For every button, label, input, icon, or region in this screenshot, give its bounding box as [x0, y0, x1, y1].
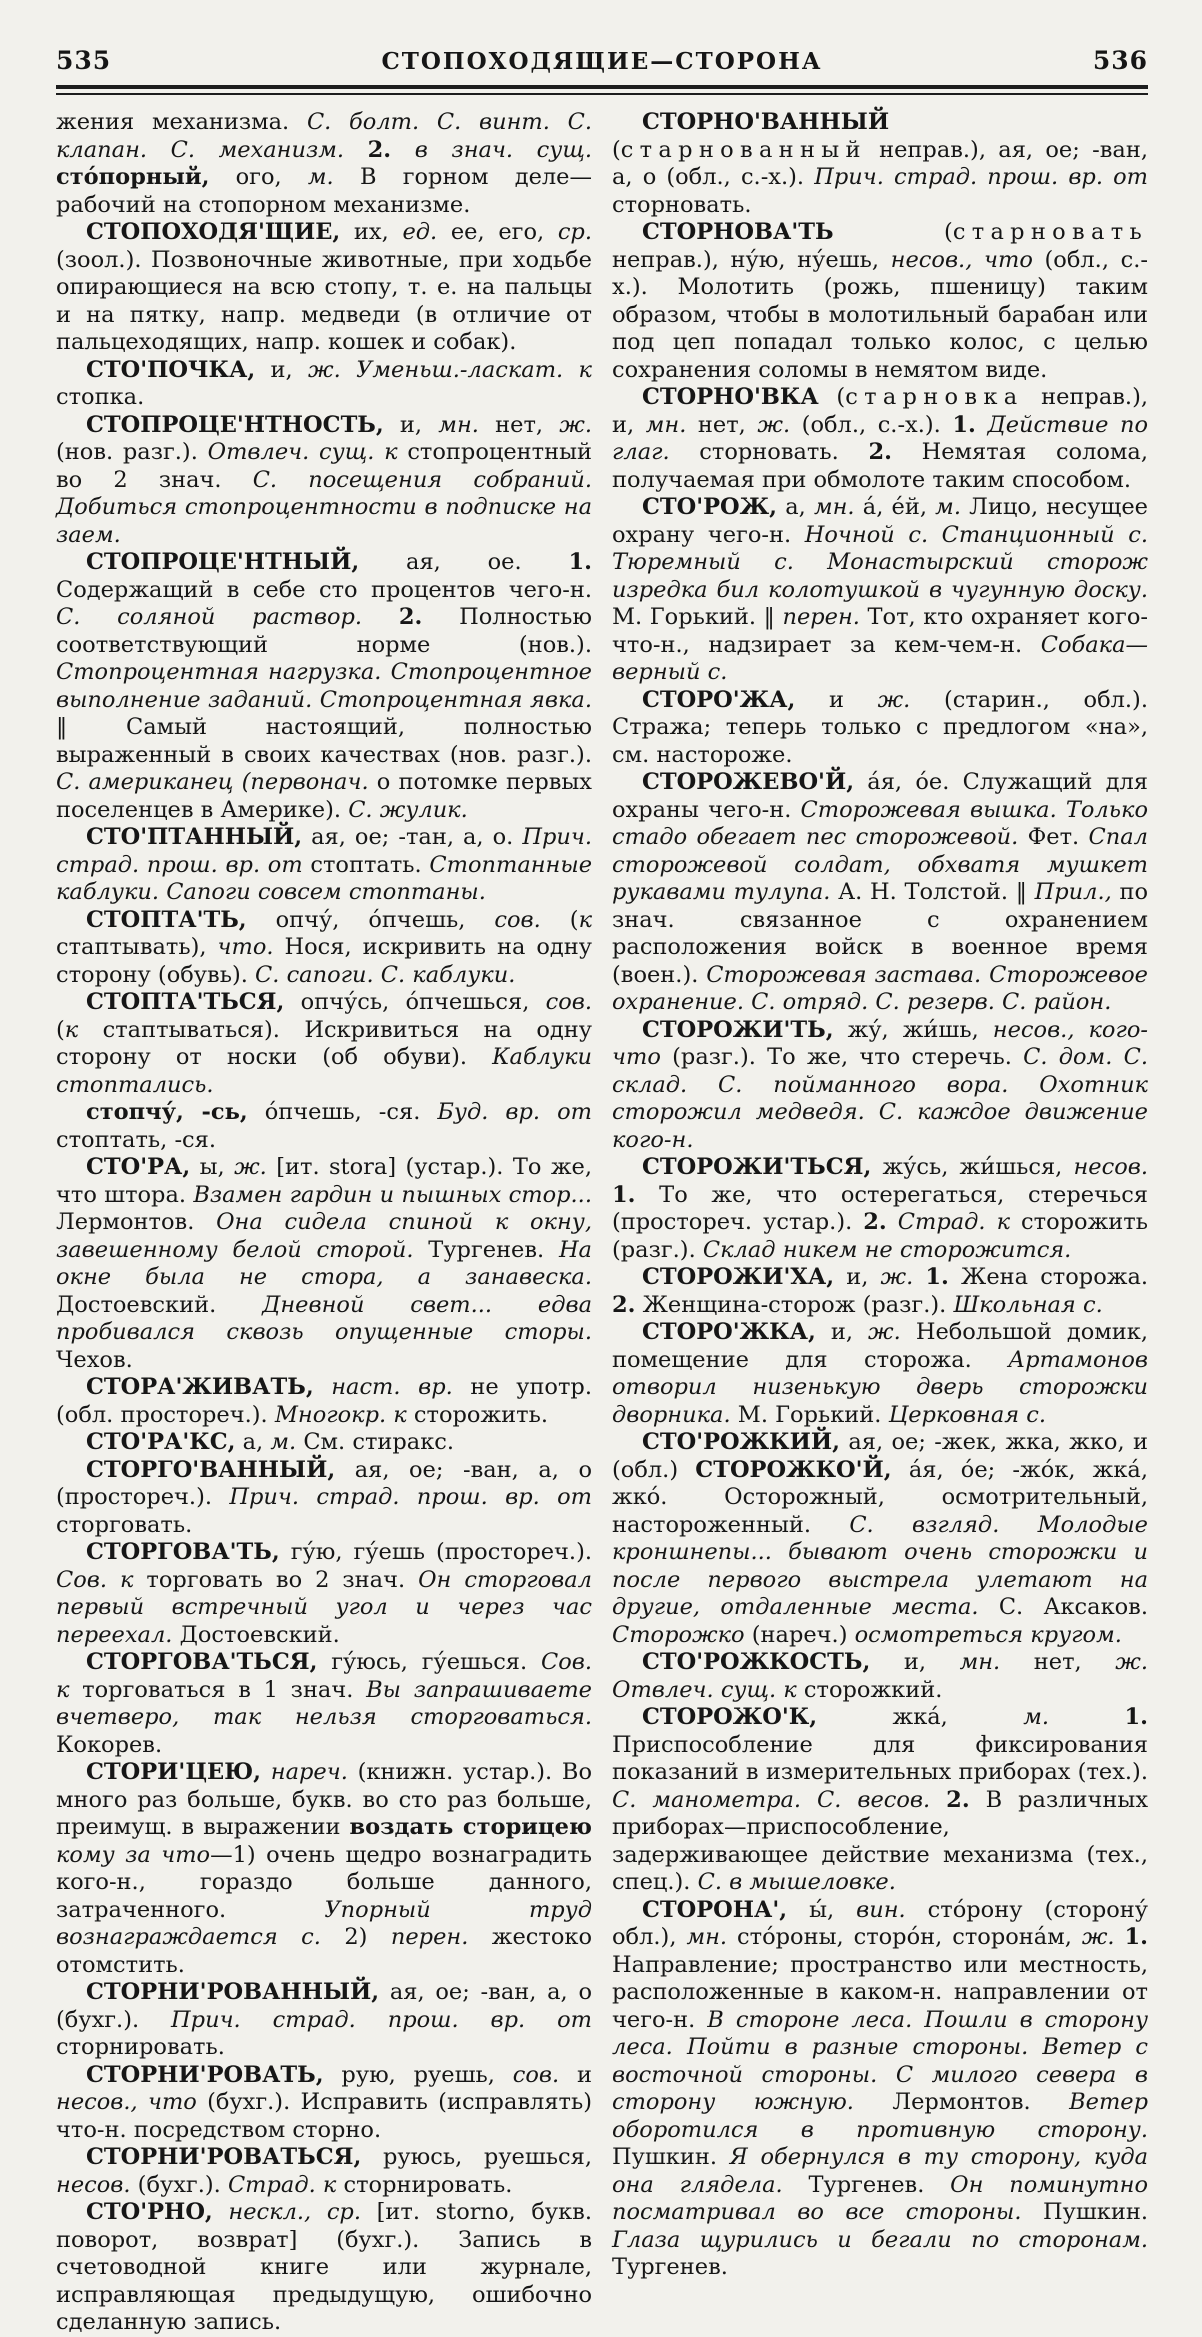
dictionary-entry: СТОРНИ'РОВАТЬ, рую, руешь, сов. и несов., что (бухг.). Исправить (исправлять) что-н. посредством сторно.	[56, 2061, 593, 2143]
dictionary-entry: СТОРГО'ВАННЫЙ, ая, ое; -ван, а, о (простореч.). Прич. страд. прош. вр. от сторговать.	[56, 1456, 592, 1538]
dictionary-entry: жения механизма. С. болт. С. винт. С. клапан. С. механизм. 2. в знач. сущ. сто́порный, ого, м. В горном деле—рабочий на стопорном механизме.	[56, 109, 593, 218]
dictionary-entry: СТОПОХОДЯ'ЩИЕ, их, ед. ее, его, ср. (зоол.). Позвоночные животные, при ходьбе опирающиеся на всю стопу, т. е. на пальцы и на пятку, напр. медведи (в отличие от пальцеходящих, напр. кошек и собак).	[56, 219, 592, 355]
dictionary-entry: СТОРО'ЖКА, и, ж. Небольшой домик, помещение для сторожа. Артамонов отворил низенькую дверь сторожки дворника. М. Горький. Церковная с.	[612, 1319, 1149, 1428]
page-number-right: 536	[1092, 46, 1148, 75]
page-title: СТОПОХОДЯЩИЕ—СТОРОНА	[381, 48, 823, 75]
dictionary-entry: СТОРИ'ЦЕЮ, нареч. (книжн. устар.). Во много раз больше, букв. во сто раз больше, преимущ. в выражении воздать сторицею кому за что—1) очень щедро вознаградить кого-н., гораздо больше данного, затраченного. Упорный труд вознаграждается с. 2) перен. жестоко отомстить.	[56, 1759, 592, 1978]
dictionary-entry: СТОРОЖИ'ТЬСЯ, жу́сь, жи́шься, несов. 1. То же, что остерегаться, стеречься (простореч. устар.). 2. Страд. к сторожить (разг.). Склад никем не сторожится.	[612, 1154, 1148, 1263]
text-columns	[56, 109, 1148, 2337]
dictionary-entry: СТОРГОВА'ТЬ, гу́ю, гу́ешь (простореч.). Сов. к торговать во 2 знач. Он сторговал первый встречный угол и через час переехал. Достоевский.	[56, 1539, 592, 1648]
dictionary-entry: СТО'ПОЧКА, и, ж. Уменьш.-ласкат. к стопка.	[56, 356, 592, 410]
running-head	[56, 48, 1148, 73]
dictionary-entry: СТО'РОЖКОСТЬ, и, мн. нет, ж. Отвлеч. сущ. к сторожкий.	[612, 1649, 1148, 1703]
dictionary-entry: СТОПТА'ТЬСЯ, опчу́сь, о́пчешься, сов. (к стаптываться). Искривиться на одну сторону от носки (об обуви). Каблуки стоптались.	[56, 989, 592, 1098]
dictionary-entry: СТОРНО'ВАННЫЙ (старнованный неправ.), ая, ое; -ван, а, о (обл., с.-х.). Прич. страд. прош. вр. от сторновать.	[612, 109, 1148, 218]
dictionary-entry: стопчу́, -сь, о́пчешь, -ся. Буд. вр. от стоптать, -ся.	[56, 1099, 592, 1153]
dictionary-entry: СТОРОЖЕВО'Й, а́я, о́е. Служащий для охраны чего-н. Сторожевая вышка. Только стадо обегает пес сторожевой. Фет. Спал сторожевой солдат, обхватя мушкет рукавами тулупа. А. Н. Толстой. ‖ Прил., по знач. связанное с охранением расположения войск в военное время (воен.). Сторожевая застава. Сторожевое охранение. С. отряд. С. резерв. С. район.	[612, 769, 1148, 1015]
dictionary-entry: СТОРОЖИ'ТЬ, жу́, жи́шь, несов., кого-что (разг.). То же, что стеречь. С. дом. С. склад. С. пойманного вора. Охотник сторожил медведя. С. каждое движение кого-н.	[612, 1016, 1148, 1153]
column-left	[56, 109, 592, 2337]
dictionary-entry: СТО'РОЖКИЙ, ая, ое; -жек, жка, жко, и (обл.) СТОРОЖКО'Й, а́я, о́е; -жо́к, жка́, жко́. Осторожный, осмотрительный, настороженный. С. взгляд. Молодые кроншнепы... бывают очень сторожки и после первого выстрела улетают на другие, отдаленные места. С. Аксаков. Сторожко (нареч.) осмотреться кругом.	[612, 1429, 1149, 1648]
dictionary-entry: СТОРОНА', ы́, вин. сто́рону (сторону́ обл.), мн. сто́роны, сторо́н, сторона́м, ж. 1. Направление; пространство или местность, расположенные в каком-н. направлении от чего-н. В стороне леса. Пошли в сторону леса. Пойти в разные стороны. Ветер с восточной стороны. С милого севера в сторону южную. Лермонтов. Ветер оборотился в противную сторону. Пушкин. Я обернулся в ту сторону, куда она глядела. Тургенев. Он поминутно посматривал во все стороны. Пушкин. Глаза щурились и бегали по сторонам. Тургенев.	[612, 1896, 1149, 2280]
dictionary-entry: СТО'РОЖ, а, мн. а́, е́й, м. Лицо, несущее охрану чего-н. Ночной с. Станционный с. Тюремный с. Монастырский сторож изредка бил колотушкой в чугунную доску. М. Горький. ‖ перен. Тот, кто охраняет кого-что-н., надзирает за кем-чем-н. Собака—верный с.	[612, 494, 1148, 685]
dictionary-entry: СТОРНИ'РОВАТЬСЯ, руюсь, руешься, несов. (бухг.). Страд. к сторнировать.	[56, 2144, 592, 2198]
dictionary-entry: СТОРОЖО'К, жка́, м. 1. Приспособление для фиксирования показаний в измерительных приборах (тех.). С. манометра. С. весов. 2. В различных приборах—приспособление, задерживающее действие механизма (тех., спец.). С. в мышеловке.	[612, 1704, 1149, 1895]
dictionary-entry: СТО'РА'КС, а, м. См. стиракс.	[86, 1429, 455, 1455]
dictionary-entry: СТО'РНО, нескл., ср. [ит. storno, букв. поворот, возврат] (бухг.). Запись в счетоводной книге или журнале, исправляющая предыдущую, ошибочно сделанную запись.	[56, 2199, 592, 2335]
dictionary-entry: СТОПТА'ТЬ, опчу́, о́пчешь, сов. (к стаптывать), что. Нося, искривить на одну сторону (обувь). С. сапоги. С. каблуки.	[56, 906, 592, 988]
dictionary-entry: СТО'ПТАННЫЙ, ая, ое; -тан, а, о. Прич. страд. прош. вр. от стоптать. Стоптанные каблуки. Сапоги совсем стоптаны.	[56, 824, 593, 905]
column-right	[612, 109, 1148, 2337]
dictionary-entry: СТОРО'ЖА, и ж. (старин., обл.). Стража; теперь только с предлогом «на», см. настороже.	[612, 686, 1148, 768]
dictionary-entry: СТОПРОЦЕ'НТНОСТЬ, и, мн. нет, ж. (нов. разг.). Отвлеч. сущ. к стопроцентный во 2 знач. С. посещения собраний. Добиться стопроцентности в подписке на заем.	[56, 411, 593, 548]
dictionary-entry: СТОРНО'ВКА (старновка неправ.), и, мн. нет, ж. (обл., с.-х.). 1. Действие по глаг. сторновать. 2. Немятая солома, получаемая при обмолоте таким способом.	[612, 384, 1148, 493]
dictionary-entry: СТОРОЖИ'ХА, и, ж. 1. Жена сторожа. 2. Женщина-сторож (разг.). Школьная с.	[612, 1264, 1149, 1318]
dictionary-entry: СТОРНОВА'ТЬ (старновать неправ.), ну́ю, ну́ешь, несов., что (обл., с.-х.). Молотить (рожь, пшеницу) таким образом, чтобы в молотильный барабан или под цеп попадал только колос, с целью сохранения соломы в немятом виде.	[612, 219, 1148, 383]
dictionary-entry: СТОПРОЦЕ'НТНЫЙ, ая, ое. 1. Содержащий в себе сто процентов чего-н. С. соляной раствор. 2. Полностью соответствующий норме (нов.). Стопроцентная нагрузка. Стопроцентное выполнение заданий. Стопроцентная явка. ‖ Самый настоящий, полностью выраженный в своих качествах (нов. разг.). С. американец (первонач. о потомке первых поселенцев в Америке). С. жулик.	[56, 549, 592, 823]
dictionary-entry: СТОРА'ЖИВАТЬ, наст. вр. не употр. (обл. простореч.). Многокр. к сторожить.	[56, 1374, 592, 1428]
page-number-left: 535	[56, 46, 112, 75]
dictionary-entry: СТОРНИ'РОВАННЫЙ, ая, ое; -ван, а, о (бухг.). Прич. страд. прош. вр. от сторнировать.	[56, 1979, 592, 2060]
dictionary-entry: СТОРГОВА'ТЬСЯ, гу́юсь, гу́ешься. Сов. к торговаться в 1 знач. Вы запрашиваете вчетверо, так нельзя сторговаться. Кокорев.	[56, 1649, 592, 1758]
header-double-rule	[56, 85, 1148, 95]
dictionary-entry: СТО'РА, ы, ж. [ит. stora] (устар.). То же, что штора. Взамен гардин и пышных стор... Лермонтов. Она сидела спиной к окну, завешенному белой сторой. Тургенев. На окне была не стора, а занавеска. Достоевский. Дневной свет... едва пробивался сквозь опущенные сторы. Чехов.	[56, 1154, 592, 1373]
